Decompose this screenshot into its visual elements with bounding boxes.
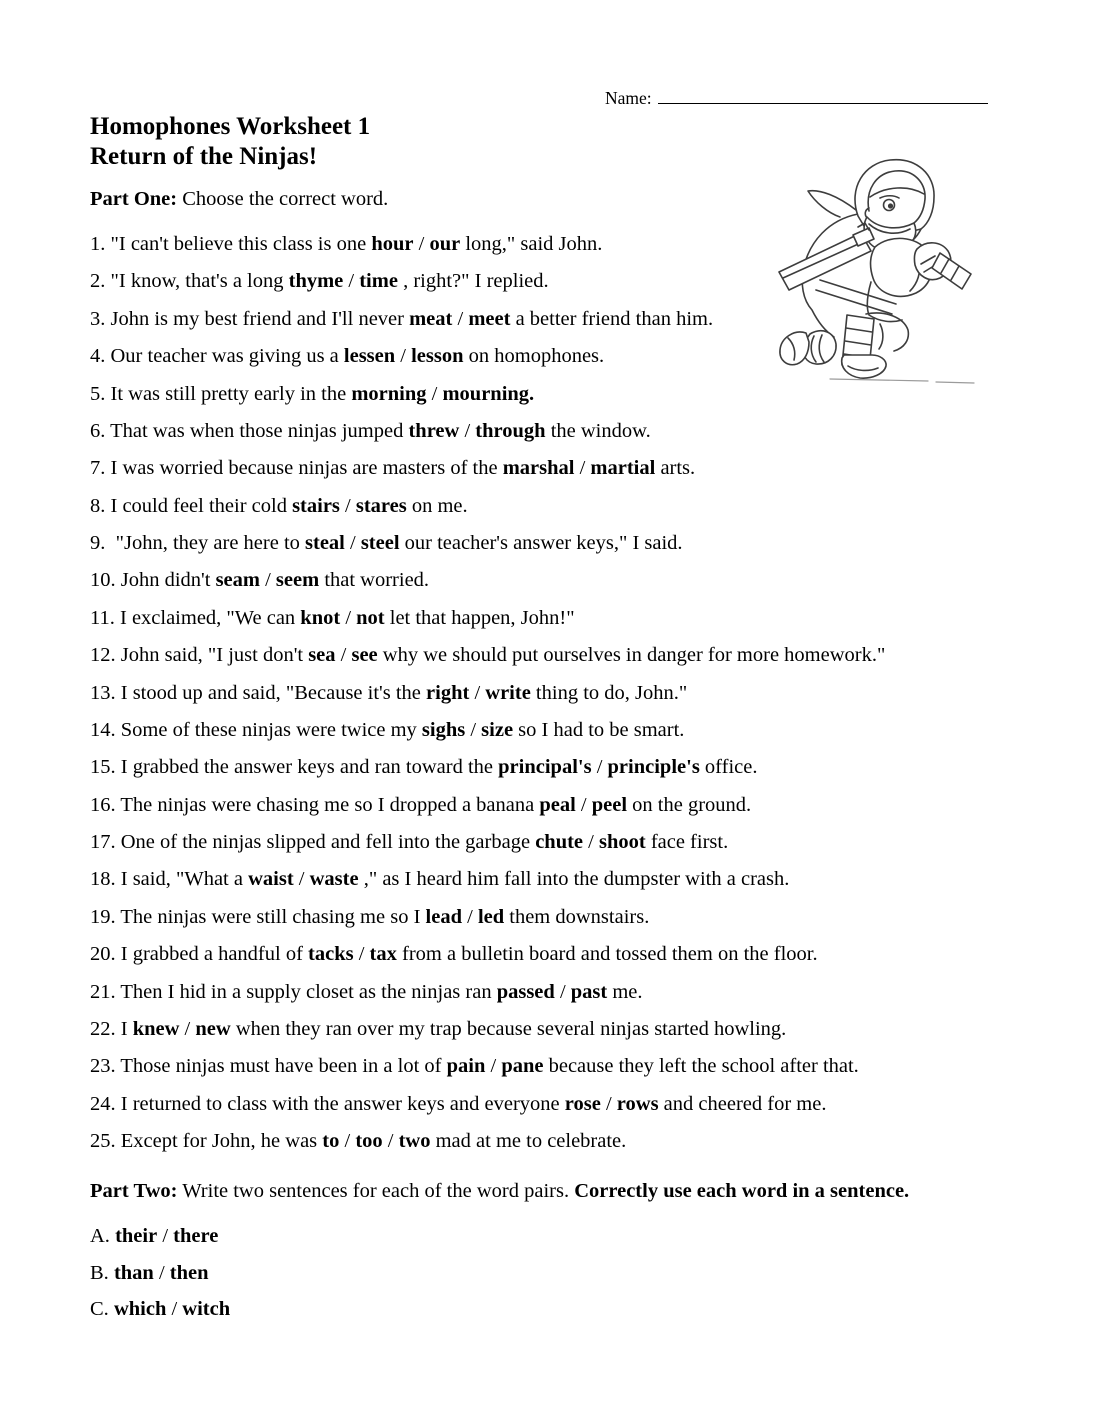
question-item: 8. I could feel their cold stairs / stares on me. — [90, 494, 468, 517]
homophone-option: marshal — [502, 457, 575, 480]
part-one-label: Part One: — [90, 188, 178, 210]
word-pair-letter: A. — [90, 1225, 116, 1247]
question-item: 23. Those ninjas must have been in a lot of pain / pane because they left the school after that. — [90, 1055, 859, 1078]
question-item: 3. John is my best friend and I'll never meat / meet a better friend than him. — [90, 307, 714, 330]
part-two-header — [90, 1180, 1090, 1203]
homophone-option: there — [173, 1225, 219, 1247]
question-item: 1. "I can't believe this class is one hour / our long," said John. — [90, 233, 603, 255]
question-item: 6. That was when those ninjas jumped threw / through the window. — [90, 419, 651, 442]
homophone-option: time — [359, 270, 398, 293]
homophone-option: which — [113, 1298, 167, 1321]
question-item: 15. I grabbed the answer keys and ran toward the principal's / principle's office. — [90, 756, 758, 779]
homophone-option: through — [475, 419, 546, 442]
name-label: Name: — [605, 88, 652, 108]
homophone-option: threw — [408, 419, 460, 442]
homophone-option: shoot — [598, 831, 646, 853]
homophone-option: sea — [308, 644, 336, 667]
homophone-option: thyme — [288, 270, 344, 293]
homophone-option: led — [477, 905, 505, 928]
homophone-option: past — [570, 980, 608, 1003]
question-item: 14. Some of these ninjas were twice my sighs / size so I had to be smart. — [90, 718, 685, 741]
homophone-option: seam — [215, 569, 260, 592]
homophone-option: meet — [468, 307, 511, 330]
homophone-option: stares — [355, 494, 407, 517]
homophone-option: pain — [446, 1055, 486, 1078]
homophone-option: lessen — [343, 345, 396, 368]
homophone-option: new — [195, 1017, 231, 1040]
homophone-option: lead — [425, 905, 462, 928]
homophone-option: two — [398, 1130, 431, 1152]
question-item: 24. I returned to class with the answer keys and everyone rose / rows and cheered for me. — [90, 1092, 827, 1115]
part-two-instruction: Write two sentences for each of the word pairs. — [182, 1180, 570, 1202]
homophone-option: steal — [305, 532, 345, 554]
homophone-option: principle's — [607, 756, 700, 779]
homophone-option: stairs — [292, 494, 340, 517]
word-pair-text: their / there — [115, 1225, 219, 1247]
homophone-option: tacks — [308, 943, 354, 966]
homophone-option: steel — [360, 532, 400, 554]
question-item: 20. I grabbed a handful of tacks / tax from a bulletin board and tossed them on the floor. — [90, 943, 818, 966]
homophone-option: pane — [501, 1055, 544, 1078]
question-item: 5. It was still pretty early in the morning / mourning. — [90, 382, 535, 405]
question-item: 11. I exclaimed, "We can knot / not let that happen, John!" — [90, 606, 575, 629]
name-blank-line[interactable] — [658, 88, 988, 104]
homophone-option: meat — [409, 307, 453, 330]
homophone-option: write — [485, 681, 531, 704]
homophone-option: seem — [275, 569, 320, 592]
part-two-instruction-emphasis: Correctly use each word in a sentence. — [574, 1180, 910, 1202]
homophone-option: peel — [591, 793, 628, 816]
homophone-option: principal's — [498, 756, 592, 779]
name-row — [605, 88, 988, 109]
homophone-option: rose — [564, 1092, 601, 1115]
homophone-option: waste — [309, 868, 359, 891]
question-item: 9. "John, they are here to steal / steel our teacher's answer keys," I said. — [90, 532, 683, 554]
question-item: 21. Then I hid in a supply closet as the ninjas ran passed / past me. — [90, 980, 643, 1003]
homophone-option: to — [322, 1130, 340, 1152]
homophone-option: lesson — [411, 345, 464, 368]
question-item: 12. John said, "I just don't sea / see why we should put ourselves in danger for more homework." — [90, 644, 886, 667]
homophone-option: peal — [539, 793, 576, 816]
word-pair-letter: C. — [90, 1298, 114, 1321]
homophone-option: not — [356, 606, 385, 629]
homophone-option: sighs — [421, 718, 466, 741]
homophone-option: martial — [590, 457, 656, 480]
homophone-option: knot — [300, 606, 341, 629]
homophone-option: than — [113, 1261, 154, 1284]
word-pair-row — [90, 1262, 1090, 1299]
question-item: 17. One of the ninjas slipped and fell into the garbage chute / shoot face first. — [90, 831, 729, 853]
homophone-option: rows — [616, 1092, 659, 1115]
question-item: 13. I stood up and said, "Because it's the right / write thing to do, John." — [90, 681, 688, 704]
part-one-header — [90, 188, 388, 211]
homophone-option: tax — [369, 943, 397, 966]
part-one-question-list — [90, 233, 1090, 1167]
homophone-option: their — [115, 1225, 158, 1247]
homophone-option: passed — [496, 980, 555, 1003]
word-pair-letter: B. — [90, 1261, 114, 1284]
homophone-option: hour — [371, 233, 414, 255]
question-item: 18. I said, "What a waist / waste ," as I heard him fall into the dumpster with a crash. — [90, 868, 790, 891]
part-two-label: Part Two: — [90, 1180, 178, 1202]
homophone-option: morning — [351, 382, 427, 405]
part-two-section — [90, 1180, 1090, 1335]
homophone-option: our — [429, 233, 461, 255]
question-item: 2. "I know, that's a long thyme / time , right?" I replied. — [90, 270, 549, 293]
homophone-option: then — [169, 1261, 209, 1284]
word-pair-row — [90, 1298, 1090, 1335]
word-pair-text: than / then — [113, 1261, 209, 1284]
homophone-option: mourning. — [442, 382, 535, 405]
homophone-option: waist — [248, 868, 294, 891]
question-item: 4. Our teacher was giving us a lessen / lesson on homophones. — [90, 345, 605, 368]
question-item: 7. I was worried because ninjas are masters of the marshal / martial arts. — [90, 457, 696, 480]
question-item: 19. The ninjas were still chasing me so I lead / led them downstairs. — [90, 905, 650, 928]
homophone-option: chute — [535, 831, 584, 853]
question-item: 25. Except for John, he was to / too / two mad at me to celebrate. — [90, 1130, 627, 1152]
title-line-2: Return of the Ninjas! — [90, 143, 318, 170]
part-two-pair-list — [90, 1225, 1090, 1335]
worksheet-title — [90, 112, 370, 172]
homophone-option: size — [481, 718, 514, 741]
question-item: 22. I knew / new when they ran over my trap because several ninjas started howling. — [90, 1017, 787, 1040]
homophone-option: too — [355, 1130, 383, 1152]
title-line-1: Homophones Worksheet 1 — [90, 113, 371, 140]
homophone-option: witch — [182, 1298, 231, 1321]
part-one-instruction: Choose the correct word. — [182, 188, 389, 210]
question-item: 10. John didn't seam / seem that worried. — [90, 569, 430, 592]
homophone-option: see — [351, 644, 378, 667]
homophone-option: right — [426, 681, 470, 704]
question-item: 16. The ninjas were chasing me so I dropped a banana peal / peel on the ground. — [90, 793, 752, 816]
word-pair-row — [90, 1225, 1090, 1262]
homophone-option: knew — [132, 1017, 180, 1040]
word-pair-text: which / witch — [113, 1298, 231, 1321]
